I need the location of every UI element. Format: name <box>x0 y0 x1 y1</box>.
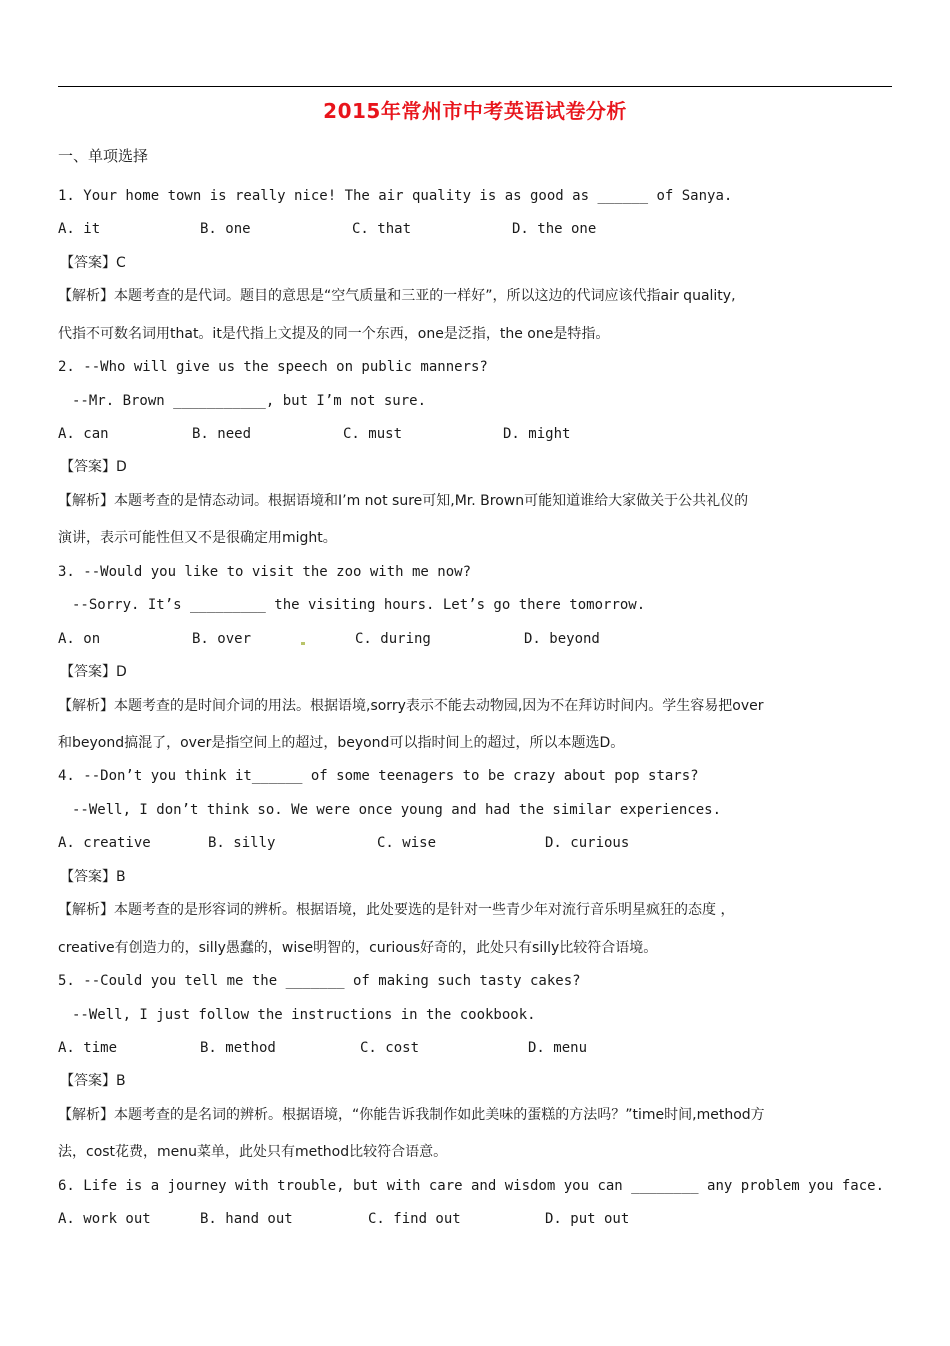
question-3-option-a: A. on <box>58 631 101 647</box>
scan-speck <box>301 642 305 645</box>
page-title: 2015年常州市中考英语试卷分析 <box>323 99 627 123</box>
question-6-stem: 6. Life is a journey with trouble, but with care and wisdom you can ________ any problem you face. <box>58 1178 885 1194</box>
question-4-option-c: C. wise <box>377 835 437 851</box>
question-2-explanation-line-2: 演讲，表示可能性但又不是很确定用might。 <box>58 530 337 546</box>
question-1-explanation-line-1: 【解析】本题考查的是代词。题目的意思是“空气质量和三亚的一样好”，所以这边的代词应该代指air quality, <box>58 288 736 304</box>
question-2-option-b: B. need <box>192 426 252 442</box>
question-5-option-c: C. cost <box>360 1040 420 1056</box>
question-3-option-d: D. beyond <box>524 631 600 647</box>
question-6-option-d: D. put out <box>545 1211 630 1227</box>
question-1-option-c: C. that <box>352 221 412 237</box>
header-rule <box>58 86 892 87</box>
question-4-response: --Well, I don’t think so. We were once young and had the similar experiences. <box>72 802 722 818</box>
question-5-option-b: B. method <box>200 1040 276 1056</box>
question-2-explanation-line-1: 【解析】本题考查的是情态动词。根据语境和I’m not sure可知,Mr. Brown可能知道谁给大家做关于公共礼仪的 <box>58 493 749 509</box>
question-3-stem: 3. --Would you like to visit the zoo with me now? <box>58 564 472 580</box>
question-6-option-c: C. find out <box>368 1211 461 1227</box>
question-4-stem: 4. --Don’t you think it______ of some teenagers to be crazy about pop stars? <box>58 768 699 784</box>
question-4-option-a: A. creative <box>58 835 151 851</box>
question-3-explanation-line-2: 和beyond搞混了，over是指空间上的超过，beyond可以指时间上的超过，所以本题选D。 <box>58 735 625 751</box>
question-3-option-b: B. over <box>192 631 252 647</box>
question-3-answer: 【答案】D <box>60 664 127 680</box>
question-2-option-d: D. might <box>503 426 571 442</box>
question-5-response: --Well, I just follow the instructions in the cookbook. <box>72 1007 536 1023</box>
question-2-option-c: C. must <box>343 426 403 442</box>
question-4-option-b: B. silly <box>208 835 276 851</box>
question-1-answer: 【答案】C <box>60 255 126 271</box>
question-1-option-a: A. it <box>58 221 101 237</box>
question-6-option-b: B. hand out <box>200 1211 293 1227</box>
question-4-explanation-line-2: creative有创造力的，silly愚蠢的，wise明智的，curious好奇的，此处只有silly比较符合语境。 <box>58 940 658 956</box>
question-5-option-d: D. menu <box>528 1040 588 1056</box>
question-3-option-c: C. during <box>355 631 431 647</box>
question-5-stem: 5. --Could you tell me the _______ of making such tasty cakes? <box>58 973 581 989</box>
question-2-response: --Mr. Brown ___________, but I’m not sure. <box>72 393 427 409</box>
question-5-answer: 【答案】B <box>60 1073 126 1089</box>
question-3-response: --Sorry. It’s _________ the visiting hours. Let’s go there tomorrow. <box>72 597 646 613</box>
question-5-explanation-line-1: 【解析】本题考查的是名词的辨析。根据语境，“你能告诉我制作如此美味的蛋糕的方法吗？”time时间,method方 <box>58 1107 765 1123</box>
question-2-option-a: A. can <box>58 426 109 442</box>
question-1-stem: 1. Your home town is really nice! The air quality is as good as ______ of Sanya. <box>58 188 733 204</box>
question-4-explanation-line-1: 【解析】本题考查的是形容词的辨析。根据语境，此处要选的是针对一些青少年对流行音乐明星疯狂的态度 ， <box>58 902 735 918</box>
question-1-option-d: D. the one <box>512 221 597 237</box>
question-4-option-d: D. curious <box>545 835 630 851</box>
question-5-explanation-line-2: 法，cost花费，menu菜单，此处只有method比较符合语意。 <box>58 1144 448 1160</box>
question-4-answer: 【答案】B <box>60 869 126 885</box>
question-5-option-a: A. time <box>58 1040 118 1056</box>
question-1-option-b: B. one <box>200 221 251 237</box>
section-heading: 一、单项选择 <box>58 147 149 165</box>
question-3-explanation-line-1: 【解析】本题考查的是时间介词的用法。根据语境,sorry表示不能去动物园,因为不在拜访时间内。学生容易把over <box>58 698 764 714</box>
question-6-option-a: A. work out <box>58 1211 151 1227</box>
question-1-explanation-line-2: 代指不可数名词用that。it是代指上文提及的同一个东西，one是泛指，the one是特指。 <box>58 326 610 342</box>
question-2-stem: 2. --Who will give us the speech on public manners? <box>58 359 488 375</box>
question-2-answer: 【答案】D <box>60 459 127 475</box>
